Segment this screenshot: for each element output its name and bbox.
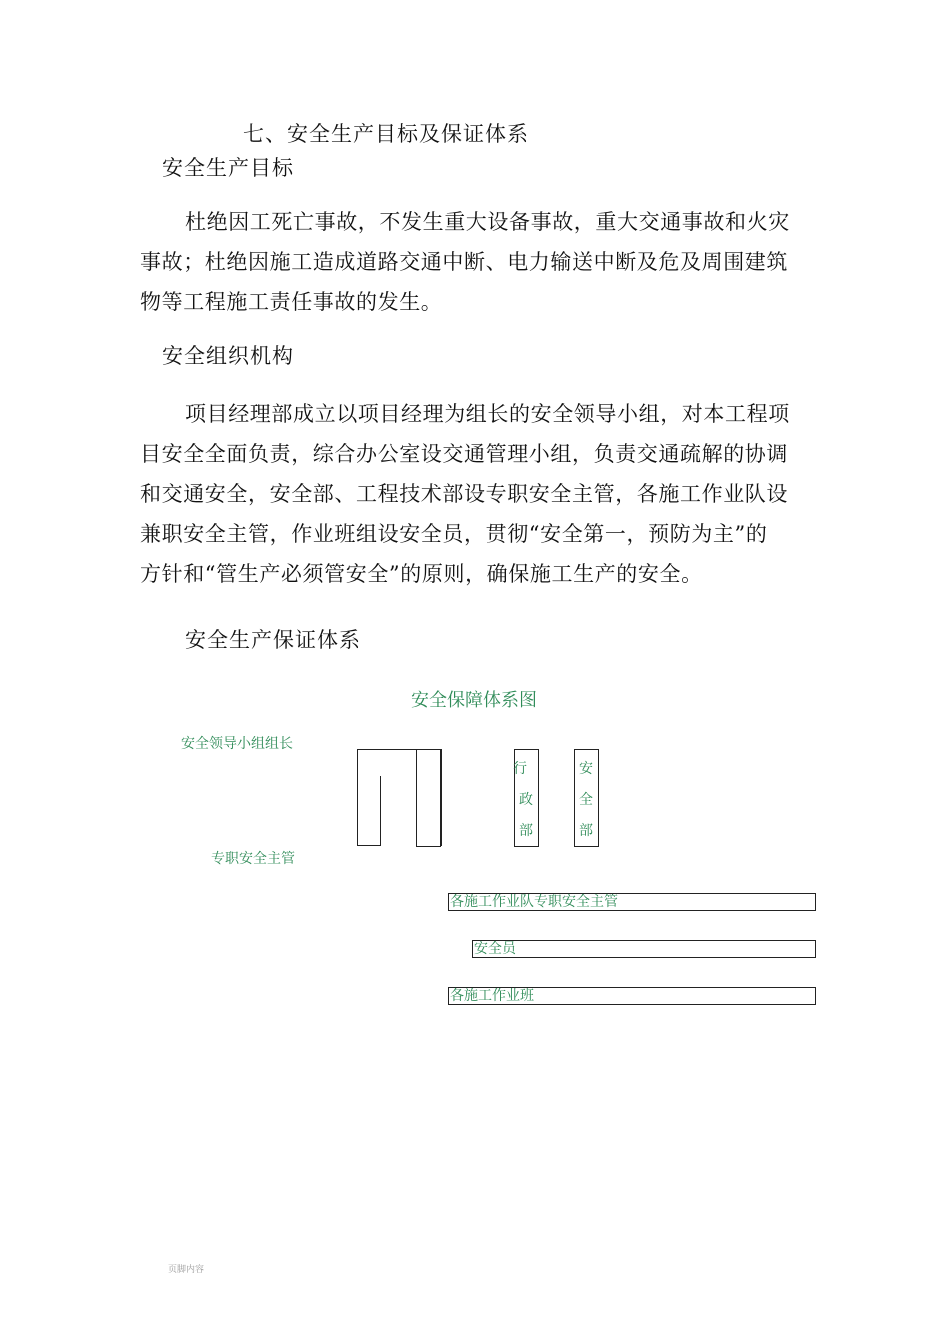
admin-dept-char: 政 bbox=[519, 792, 533, 808]
work-teams-box: 各施工作业班 bbox=[448, 987, 816, 1005]
org-line: 项目经理部成立以项目经理为组长的安全领导小组，对本工程项 bbox=[185, 402, 790, 426]
section-title: 七、安全生产目标及保证体系 bbox=[243, 122, 529, 146]
admin-dept-divider bbox=[514, 778, 516, 845]
admin-dept-char: 部 bbox=[519, 823, 533, 839]
system-heading: 安全生产保证体系 bbox=[185, 628, 361, 652]
team-supervisor-box: 各施工作业队专职安全主管 bbox=[448, 893, 816, 911]
safety-officer-box: 安全员 bbox=[472, 940, 816, 958]
connector-right bbox=[416, 749, 441, 847]
goal-heading: 安全生产目标 bbox=[162, 156, 294, 180]
safety-dept-char: 部 bbox=[579, 823, 593, 839]
admin-dept-box bbox=[514, 749, 539, 847]
page-footer: 页脚内容 bbox=[168, 1265, 205, 1275]
org-heading: 安全组织机构 bbox=[162, 344, 294, 368]
admin-dept-char: 行 bbox=[513, 761, 527, 777]
supervisor-label: 专职安全主管 bbox=[211, 851, 295, 867]
safety-dept-box bbox=[574, 749, 599, 847]
org-line: 方针和“管生产必须管安全”的原则，确保施工生产的安全。 bbox=[140, 562, 703, 586]
safety-dept-char: 全 bbox=[579, 792, 593, 808]
org-line: 目安全全面负责，综合办公室设交通管理小组，负责交通疏解的协调 bbox=[140, 442, 788, 466]
org-line: 兼职安全主管，作业班组设安全员，贯彻“安全第一，预防为主”的 bbox=[140, 522, 768, 546]
diagram-title: 安全保障体系图 bbox=[411, 690, 537, 711]
goal-line: 物等工程施工责任事故的发生。 bbox=[140, 290, 443, 314]
leader-label: 安全领导小组组长 bbox=[181, 736, 293, 752]
goal-line: 杜绝因工死亡事故，不发生重大设备事故，重大交通事故和火灾 bbox=[185, 210, 790, 234]
goal-line: 事故；杜绝因施工造成道路交通中断、电力输送中断及危及周围建筑 bbox=[140, 250, 788, 274]
org-line: 和交通安全，安全部、工程技术部设专职安全主管，各施工作业队设 bbox=[140, 482, 788, 506]
safety-dept-char: 安 bbox=[579, 761, 593, 777]
connector-left bbox=[357, 776, 381, 846]
